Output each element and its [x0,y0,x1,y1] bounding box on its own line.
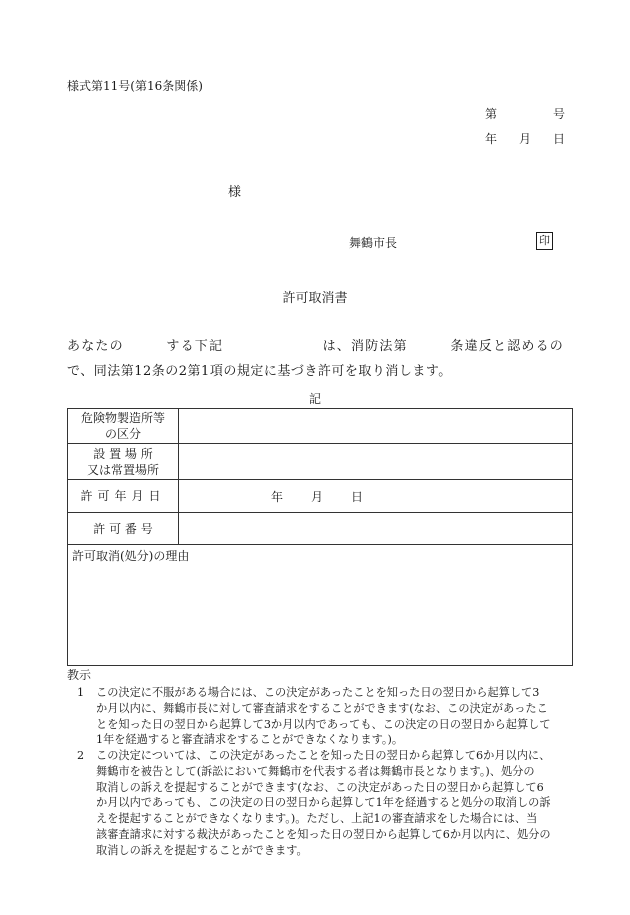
location-label [68,444,179,480]
facility-type-value [179,409,573,444]
instruction-line: とを知った日の翌日から起算して3か月以内であっても、この決定の日の翌日から起算して [96,717,551,731]
location-label-line-2: 又は常置場所 [86,462,159,477]
issue-date-year: 年 [485,132,498,146]
permit-date-day: 日 [351,489,364,504]
instruction-item-1 [77,685,573,748]
instruction-line: この決定に不服がある場合には、この決定があったことを知った日の翌日から起算して3 [96,686,540,699]
issue-date-day: 日 [552,132,565,146]
table-row [68,480,573,513]
instruction-line: この決定については、この決定があったことを知った日の翌日から起算して6か月以内に、 [96,749,551,762]
details-table [67,408,573,666]
instruction-number: 2 [77,749,85,762]
cancellation-reason-label: 許可取消(処分)の理由 [72,549,190,563]
body-text-line-1: あなたの する下記 は、消防法第 条違反と認めるの [67,339,565,354]
instruction-item-2 [77,748,573,859]
instruction-line: か月以内に、舞鶴市長に対して審査請求をすることができます(なお、この決定があったこ [96,701,548,715]
facility-type-label-line-1: 危険物製造所等 [80,411,165,425]
permit-number-value [179,513,573,545]
table-row [68,545,573,666]
permit-date-label: 許可年月日 [68,480,179,513]
document-number-prefix: 第 [485,107,498,121]
permit-date-month: 月 [311,489,324,504]
permit-number-label: 許 可 番 号 [68,513,179,545]
cancellation-reason [68,545,573,666]
instruction-line: 舞鶴市を被告として(訴訟において舞鶴市を代表する者は舞鶴市長となります。)、処分の [96,764,535,778]
table-row [68,444,573,480]
table-row [68,513,573,545]
issue-date-month: 月 [518,132,531,146]
document-number [485,105,565,122]
location-label-line-1: 設 置 場 所 [93,446,153,461]
instruction-line: 取消しの訴えを提起することができます。 [96,843,308,857]
instructions-heading: 教示 [67,668,92,682]
facility-type-label [68,409,179,444]
issuer-name: 舞鶴市長 [349,236,398,250]
instruction-number: 1 [77,686,85,699]
issue-date [485,130,565,147]
facility-type-label-line-2: の区分 [104,427,141,441]
form-number: 様式第11号(第16条関係) [67,79,203,93]
permit-date-year: 年 [271,489,284,504]
table-row [68,409,573,444]
ki-heading: 記 [308,392,321,406]
location-value [179,444,573,480]
instruction-line: 該審査請求に対する裁決があったことを知った日の翌日から起算して6か月以内に、処分の [96,827,551,841]
instruction-line: 取消しの訴えを提起することができます(なお、この決定があった日の翌日から起算して6 [96,780,544,794]
instruction-line: えを提起することができなくなります。)。ただし、上記1の審査請求をした場合には、当 [96,812,538,826]
seal-mark: 印 [536,232,553,250]
document-title: 許可取消書 [282,291,348,306]
permit-date-value [179,480,573,513]
instruction-line: 1年を経過すると審査請求をすることができなくなります。)。 [96,733,404,747]
body-text-line-2: で、同法第12条の2第1項の規定に基づき許可を取り消します。 [67,364,452,379]
addressee-honorific: 様 [228,185,242,200]
instruction-line: か月以内であっても、この決定の日の翌日から起算して1年を経過すると処分の取消しの訴 [96,796,551,810]
document-number-suffix: 号 [552,107,565,121]
